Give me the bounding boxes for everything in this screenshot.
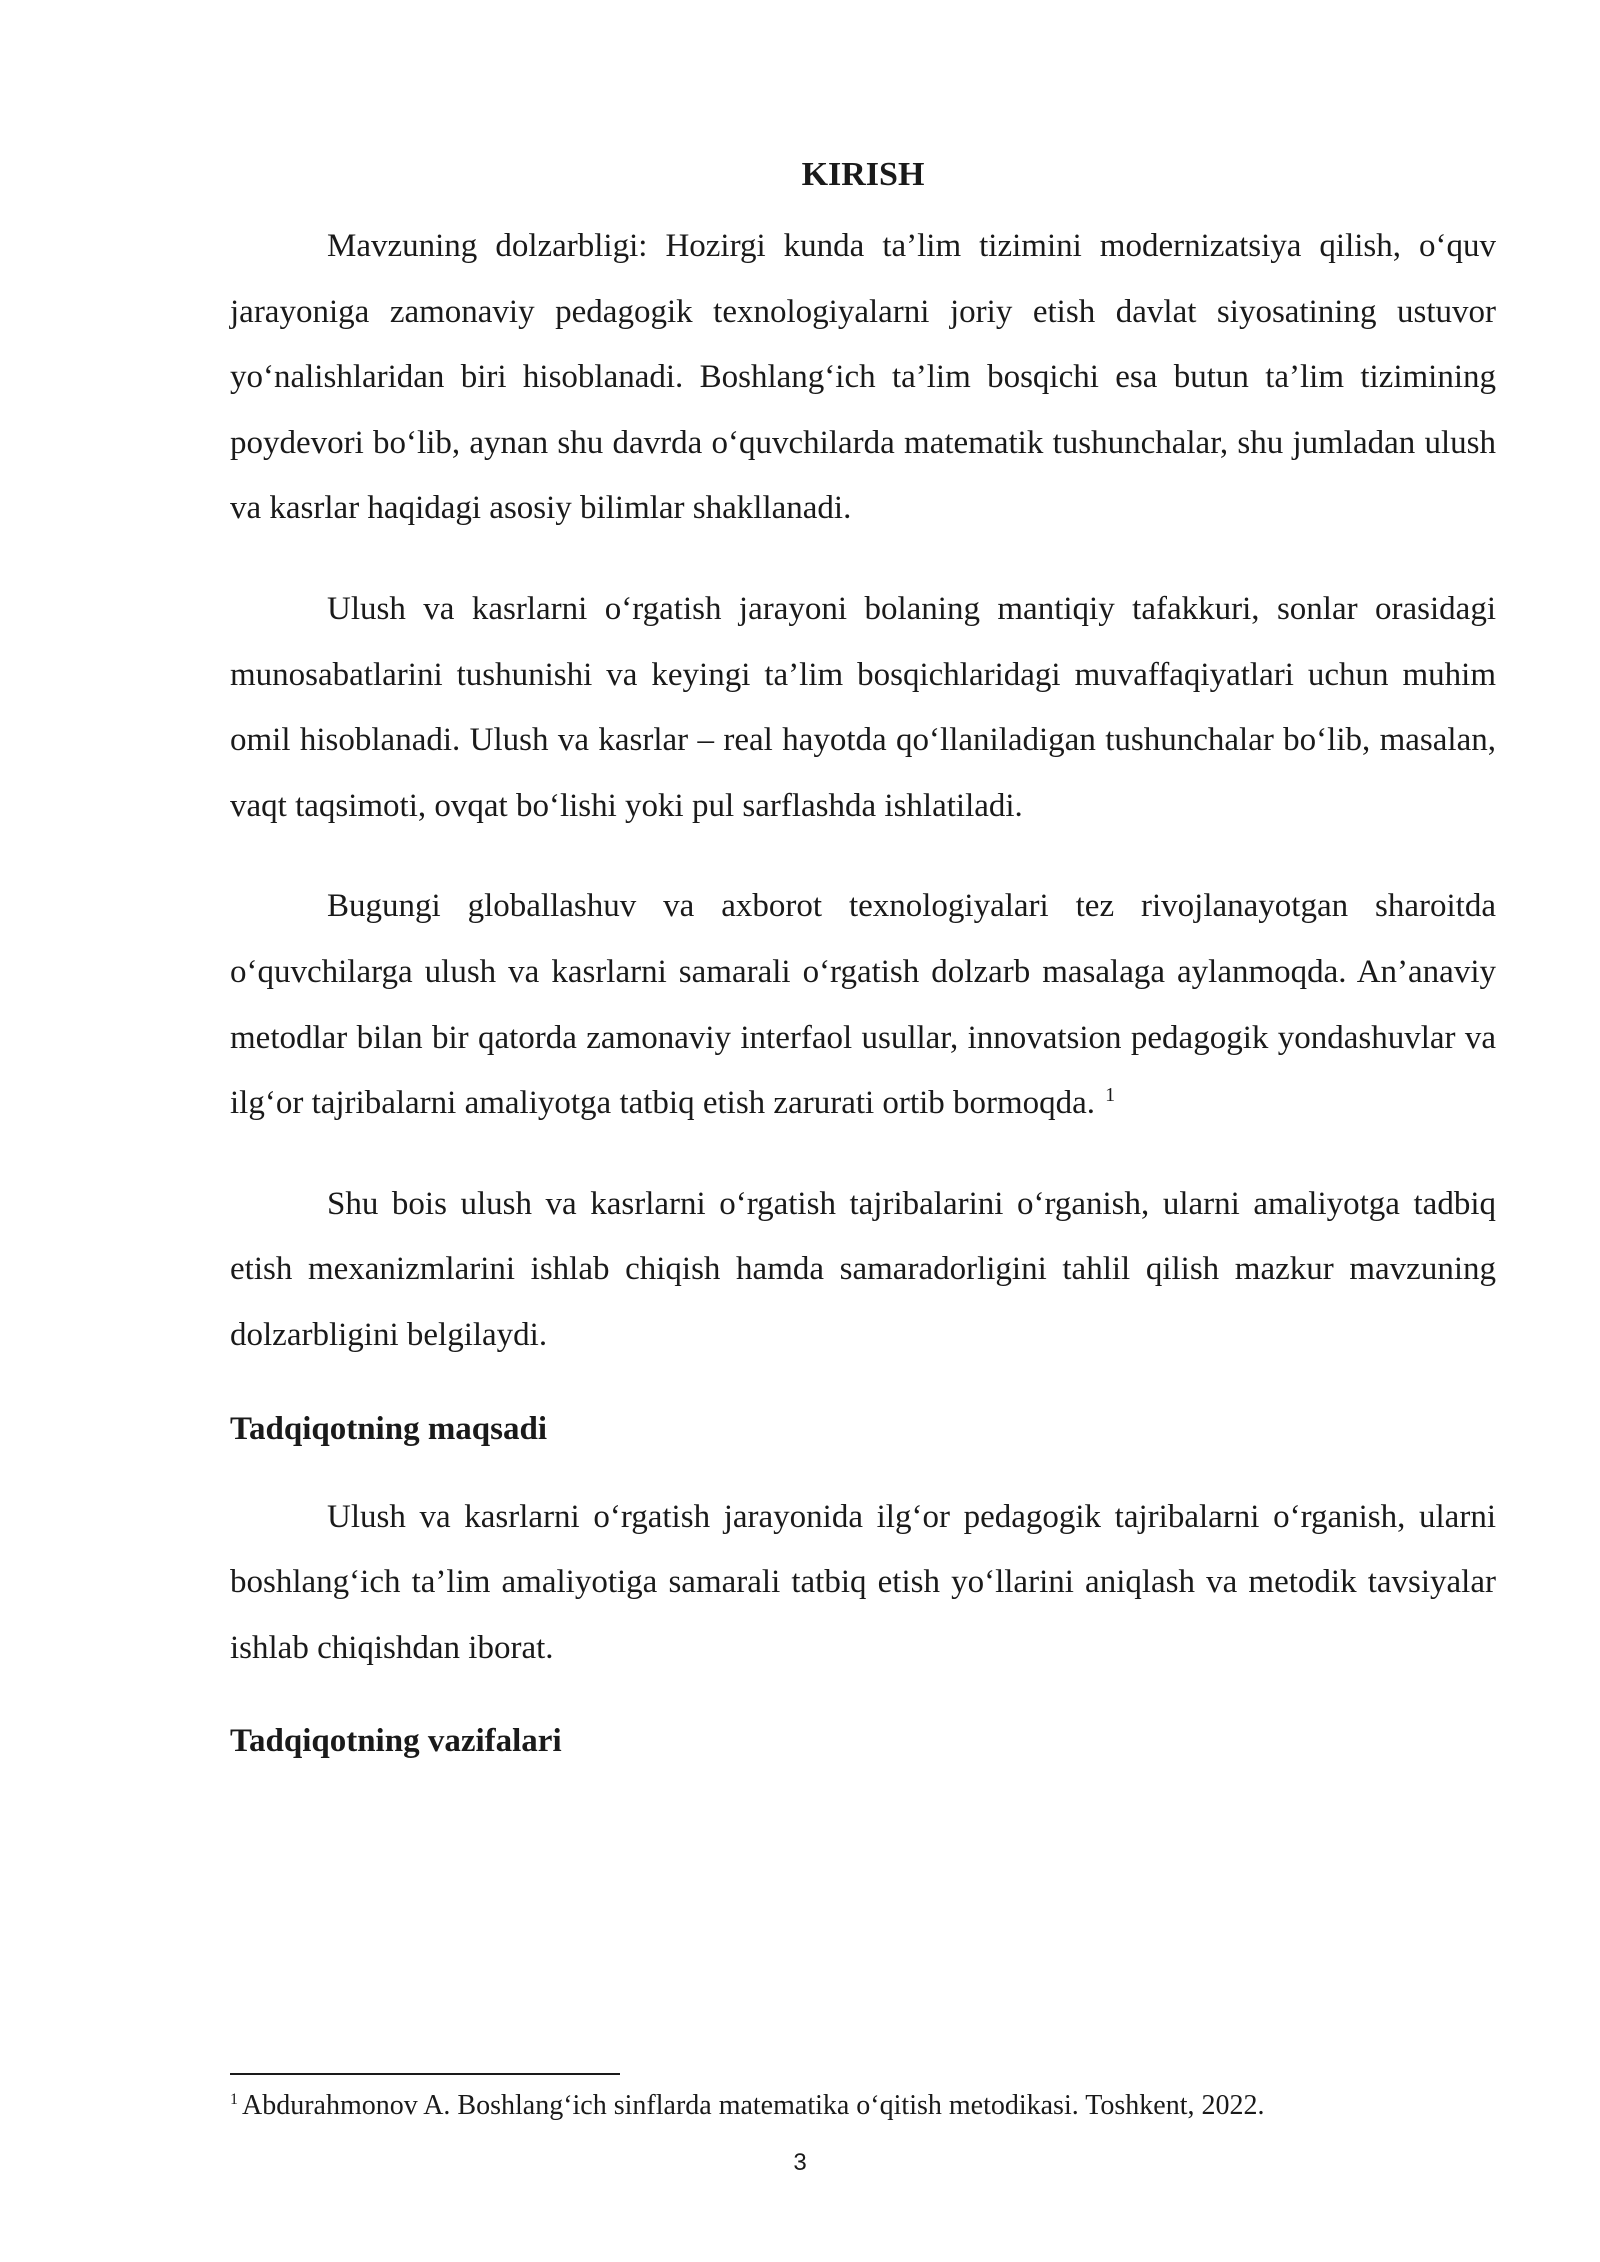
footnote-number: 1 [230,2090,238,2108]
paragraph-globalization-text: Bugungi globallashuv va axborot texnologiyalari tez rivojlanayotgan sharoitda o‘quvchilarga ulush va kasrlarni samarali o‘rgatish dolzarb masalaga aylanmoqda. An’anaviy metodlar bilan bir qatorda zamonaviy interfaol usullar, innovatsion pedagogik yondashuvlar va ilg‘or tajribalarni amaliyotga tatbiq etish zarurati ortib bormoqda. [230,888,1496,1122]
footnote [230,2088,1496,2124]
page-number: 3 [793,2149,807,2176]
section-heading-tasks: Tadqiqotning vazifalari [230,1723,562,1760]
section-heading-goal: Tadqiqotning maqsadi [230,1410,548,1447]
footnote-divider [230,2073,620,2075]
page-title: KIRISH [801,156,925,193]
footnote-reference[interactable]: 1 [1105,1084,1116,1107]
paragraph-conclusion: Shu bois ulush va kasrlarni o‘rgatish tajribalarini o‘rganish, ularni amaliyotga tadbiq etish mexanizmlarini ishlab chiqish hamda samaradorligini tahlil qilish mazkur mavzuning dolzarbligini belgilaydi. [230,1185,1496,1353]
paragraph-goal: Ulush va kasrlarni o‘rgatish jarayonida ilg‘or pedagogik tajribalarni o‘rganish, ularni boshlang‘ich ta’lim amaliyotiga samarali tatbiq etish yo‘llarini aniqlash va metodik tavsiyalar ishlab chiqishdan iborat. [230,1498,1496,1666]
paragraph-globalization [230,874,1496,1136]
footnote-text: Abdurahmonov A. Boshlang‘ich sinflarda matematika o‘qitish metodikasi. Toshkent, 2022. [242,2090,1265,2121]
paragraph-relevance: Mavzuning dolzarbligi: Hozirgi kunda ta’lim tizimini modernizatsiya qilish, o‘quv jarayoniga zamonaviy pedagogik texnologiyalarni joriy etish davlat siyosatining ustuvor yo‘nalishlaridan biri hisoblanadi. Boshlang‘ich ta’lim bosqichi esa butun ta’lim tizimining poydevori bo‘lib, aynan shu davrda o‘quvchilarda matematik tushunchalar, shu jumladan ulush va kasrlar haqidagi asosiy bilimlar shakllanadi. [230,228,1496,527]
page-content [230,150,1496,1797]
paragraph-fractions-importance: Ulush va kasrlarni o‘rgatish jarayoni bolaning mantiqiy tafakkuri, sonlar orasidagi munosabatlarini tushunishi va keyingi ta’lim bosqichlaridagi muvaffaqiyatlari uchun muhim omil hisoblanadi. Ulush va kasrlar – real hayotda qo‘llaniladigan tushunchalar bo‘lib, masalan, vaqt taqsimoti, ovqat bo‘lishi yoki pul sarflashda ishlatiladi. [230,590,1496,824]
